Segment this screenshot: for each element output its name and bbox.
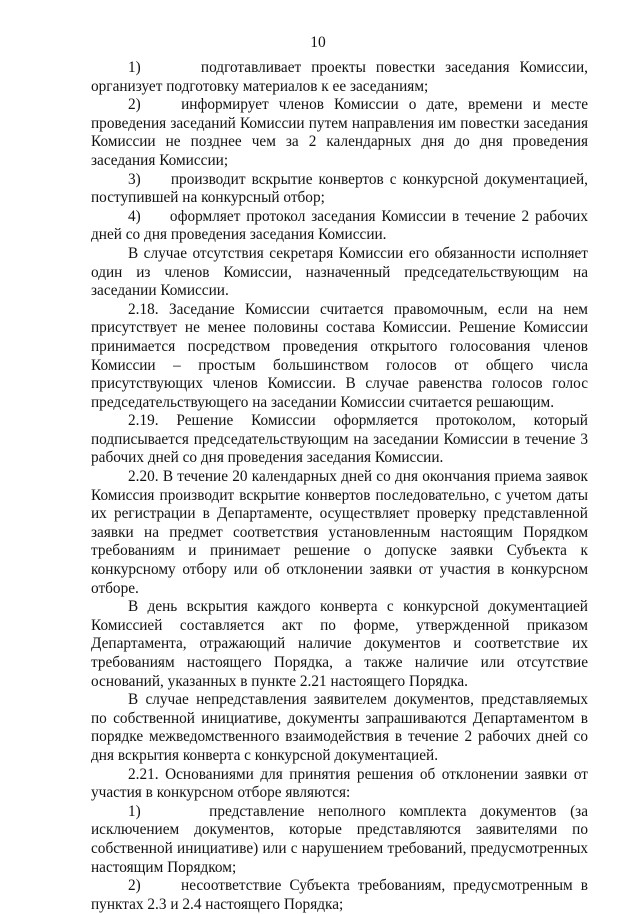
paragraph-2-21: 2.21. Основаниями для принятия решения об отклонении заявки от участия в конкурсном отборе являются: [91, 765, 588, 802]
paragraph-item-4: 4) оформляет протокол заседания Комиссии в течение 2 рабочих дней со дня проведения заседания Комиссии. [91, 207, 588, 244]
paragraph-2-21-item-1: 1) представление неполного комплекта документов (за исключением документов, которые представляются заявителями по собственной инициативе) или с нарушением требований, предусмотренных настоящим Порядком; [91, 802, 588, 876]
paragraph-2-20: 2.20. В течение 20 календарных дней со дня окончания приема заявок Комиссия производит вскрытие конвертов последовательно, с учетом даты их регистрации в Департаменте, осуществляет проверку представленной заявки на предмет соответствия установленным настоящим Порядком требованиям и принимает решение о допуске заявки Субъекта к конкурсному отбору или об отклонении заявки от участия в конкурсном отборе. [91, 468, 588, 597]
document-body [91, 59, 588, 914]
page-number: 10 [310, 34, 326, 51]
paragraph-item-3: 3) производит вскрытие конвертов с конкурсной документацией, поступившей на конкурсный отбор; [91, 170, 588, 207]
paragraph-opening-act: В день вскрытия каждого конверта с конкурсной документацией Комиссией составляется акт по форме, утвержденной приказом Департамента, отражающий наличие документов и соответствие их требованиям настоящего Порядка, а также наличие или отсутствие оснований, указанных в пункте 2.21 настоящего Порядка. [91, 598, 588, 690]
paragraph-2-19: 2.19. Решение Комиссии оформляется протоколом, который подписывается председательствующим на заседании Комиссии в течение 3 рабочих дней со дня проведения заседания Комиссии. [91, 412, 588, 467]
paragraph-item-1: 1) подготавливает проекты повестки заседания Комиссии, организует подготовку материалов к ее заседаниям; [91, 59, 588, 95]
paragraph-2-21-item-2: 2) несоответствие Субъекта требованиям, предусмотренным в пунктах 2.3 и 2.4 настоящего Порядка; [91, 877, 588, 913]
paragraph-secretary-absence: В случае отсутствия секретаря Комиссии его обязанности исполняет один из членов Комиссии, назначенный председательствующим на заседании Комиссии. [91, 244, 588, 300]
paragraph-item-2: 2) информирует членов Комиссии о дате, времени и месте проведения заседаний Комиссии путем направления им повестки заседания Комиссии не позднее чем за 2 календарных дня до дня проведения заседания Комиссии; [91, 96, 588, 169]
paragraph-2-18: 2.18. Заседание Комиссии считается правомочным, если на нем присутствует не менее половины состава Комиссии. Решение Комиссии принимается посредством проведения открытого голосования членов Комиссии – простым большинством голосов от общего числа присутствующих членов Комиссии. В случае равенства голосов голос председательствующего на заседании Комиссии считается решающим. [91, 300, 588, 411]
paragraph-interagency-request: В случае непредставления заявителем документов, представляемых по собственной инициативе, документы запрашиваются Департаментом в порядке межведомственного взаимодействия в течение 2 рабочих дней со дня вскрытия конверта с конкурсной документацией. [91, 691, 588, 764]
